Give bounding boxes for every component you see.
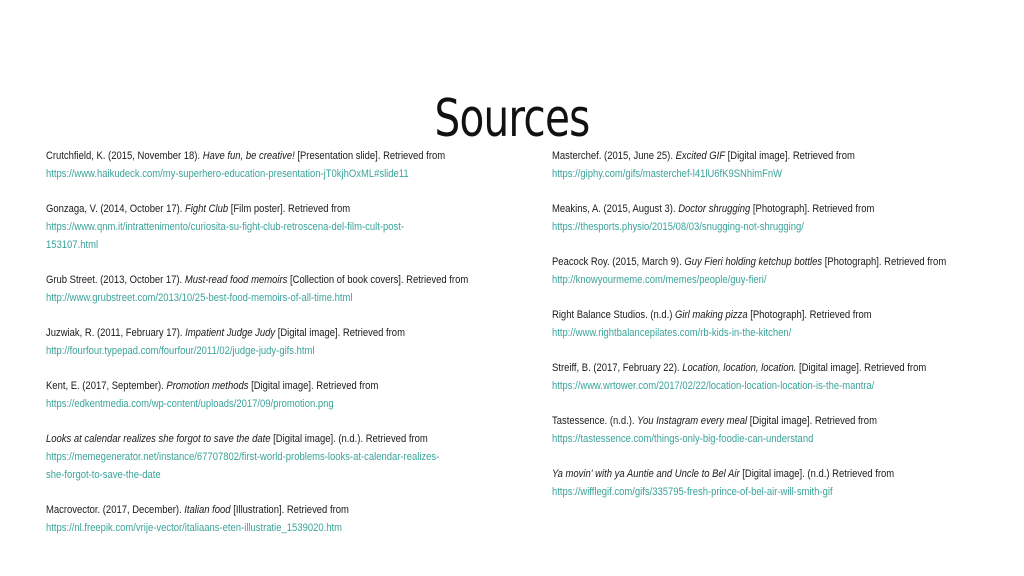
citation-text: Meakins, A. (2015, August 3). xyxy=(552,203,679,215)
citation-text: Grub Street. (2013, October 17). xyxy=(46,274,185,286)
reference-line xyxy=(46,501,416,519)
reference-entry xyxy=(46,377,476,413)
reference-line xyxy=(46,200,416,218)
reference-line xyxy=(552,306,930,324)
reference-entry xyxy=(46,501,476,537)
work-title: Location, location, location. xyxy=(682,362,797,374)
reference-link[interactable]: https://edkentmedia.com/wp-content/uploads/2017/09/promotion.png xyxy=(46,398,334,410)
reference-line xyxy=(552,253,947,271)
reference-entry xyxy=(552,147,992,183)
reference-line xyxy=(552,147,930,165)
reference-line xyxy=(46,448,440,466)
reference-link[interactable]: https://thesports.physio/2015/08/03/snugging-not-shrugging/ xyxy=(552,221,804,233)
work-title: Impatient Judge Judy xyxy=(185,327,276,339)
work-title: Guy Fieri holding ketchup bottles xyxy=(684,256,823,268)
work-title: Italian food xyxy=(184,504,231,516)
work-title: Promotion methods xyxy=(166,380,249,392)
citation-text: Tastessence. (n.d.). xyxy=(552,415,638,427)
reference-line xyxy=(46,271,469,289)
citation-text: Peacock Roy. (2015, March 9). xyxy=(552,256,685,268)
reference-line xyxy=(552,377,930,395)
reference-line xyxy=(552,165,930,183)
reference-entry xyxy=(46,200,476,254)
reference-link[interactable]: http://knowyourmeme.com/memes/people/guy-fieri/ xyxy=(552,274,767,286)
reference-link[interactable]: https://giphy.com/gifs/masterchef-l41lU6fK9SNhimFnW xyxy=(552,168,783,180)
reference-link[interactable]: 153107.html xyxy=(46,239,99,251)
reference-entry xyxy=(552,200,992,236)
reference-link[interactable]: http://www.grubstreet.com/2013/10/25-best-food-memoirs-of-all-time.html xyxy=(46,292,353,304)
reference-link[interactable]: https://memegenerator.net/instance/67707802/first-world-problems-looks-at-calendar-realizes- xyxy=(46,451,440,463)
citation-text: [Digital image]. Retrieved from xyxy=(796,362,927,374)
reference-entry xyxy=(46,324,476,360)
reference-line xyxy=(552,271,930,289)
citation-text: Crutchfield, K. (2015, November 18). xyxy=(46,150,203,162)
citation-text: Streiff, B. (2017, February 22). xyxy=(552,362,683,374)
reference-line xyxy=(552,218,930,236)
reference-line xyxy=(46,165,416,183)
citation-text: [Digital image]. (n.d.). Retrieved from xyxy=(270,433,428,445)
reference-line xyxy=(552,324,930,342)
sources-column-left xyxy=(46,147,476,554)
reference-line xyxy=(46,466,416,484)
reference-line xyxy=(552,412,930,430)
reference-line xyxy=(46,289,416,307)
reference-link[interactable]: https://wifflegif.com/gifs/335795-fresh-prince-of-bel-air-will-smith-gif xyxy=(552,486,833,498)
citation-text: Masterchef. (2015, June 25). xyxy=(552,150,676,162)
citation-text: Kent, E. (2017, September). xyxy=(46,380,167,392)
reference-line xyxy=(552,430,930,448)
reference-line xyxy=(46,395,416,413)
reference-line xyxy=(46,377,416,395)
reference-link[interactable]: she-forgot-to-save-the-date xyxy=(46,469,161,481)
citation-text: [Presentation slide]. Retrieved from xyxy=(294,150,446,162)
work-title: Ya movin' with ya Auntie and Uncle to Bel Air xyxy=(552,468,740,480)
reference-link[interactable]: https://nl.freepik.com/vrije-vector/italiaans-eten-illustratie_1539020.htm xyxy=(46,522,343,534)
reference-entry xyxy=(552,465,992,501)
citation-text: [Digital image]. Retrieved from xyxy=(248,380,379,392)
reference-line xyxy=(46,324,416,342)
reference-entry xyxy=(46,147,476,183)
reference-entry xyxy=(552,253,992,289)
citation-text: [Digital image]. Retrieved from xyxy=(275,327,405,339)
reference-line xyxy=(46,147,446,165)
reference-line xyxy=(46,218,416,236)
reference-entry xyxy=(552,306,992,342)
reference-entry xyxy=(46,271,476,307)
citation-text: [Photograph]. Retrieved from xyxy=(750,203,875,215)
reference-line xyxy=(552,465,930,483)
work-title: Have fun, be creative! xyxy=(202,150,295,162)
citation-text: [Digital image]. (n.d.) Retrieved from xyxy=(739,468,895,480)
citation-text: [Film poster]. Retrieved from xyxy=(228,203,351,215)
reference-entry xyxy=(552,412,992,448)
reference-link[interactable]: http://www.rightbalancepilates.com/rb-kids-in-the-kitchen/ xyxy=(552,327,792,339)
reference-line xyxy=(46,519,416,537)
citation-text: [Digital image]. Retrieved from xyxy=(724,150,855,162)
work-title: Must-read food memoirs xyxy=(184,274,288,286)
citation-text: [Photograph]. Retrieved from xyxy=(747,309,872,321)
reference-line xyxy=(46,430,428,448)
citation-text: Juzwiak, R. (2011, February 17). xyxy=(46,327,186,339)
citation-text: Right Balance Studios. (n.d.) xyxy=(552,309,676,321)
reference-link[interactable]: https://www.wrtower.com/2017/02/22/location-location-location-is-the-mantra/ xyxy=(552,380,875,392)
work-title: Looks at calendar realizes she forgot to save the date xyxy=(46,433,271,445)
reference-line xyxy=(552,359,930,377)
citation-text: Gonzaga, V. (2014, October 17). xyxy=(46,203,186,215)
page-title: Sources xyxy=(434,88,590,149)
reference-link[interactable]: http://fourfour.typepad.com/fourfour/2011/02/judge-judy-gifs.html xyxy=(46,345,315,357)
citation-text: Macrovector. (2017, December). xyxy=(46,504,185,516)
citation-text: [Digital image]. Retrieved from xyxy=(747,415,877,427)
work-title: Doctor shrugging xyxy=(678,203,751,215)
reference-line xyxy=(46,342,416,360)
work-title: You Instagram every meal xyxy=(637,415,748,427)
reference-entry xyxy=(46,430,476,484)
work-title: Excited GIF xyxy=(675,150,725,162)
work-title: Fight Club xyxy=(185,203,229,215)
reference-entry xyxy=(552,359,992,395)
citation-text: [Photograph]. Retrieved from xyxy=(822,256,947,268)
reference-line xyxy=(552,200,930,218)
sources-column-right xyxy=(552,147,992,518)
reference-link[interactable]: https://www.haikudeck.com/my-superhero-education-presentation-jT0kjhOxML#slide11 xyxy=(46,168,409,180)
citation-text: [Illustration]. Retrieved from xyxy=(230,504,349,516)
work-title: Girl making pizza xyxy=(675,309,748,321)
citation-text: [Collection of book covers]. Retrieved from xyxy=(287,274,469,286)
reference-line xyxy=(552,483,930,501)
reference-line xyxy=(46,236,416,254)
reference-link[interactable]: https://www.qnm.it/intrattenimento/curiosita-su-fight-club-retroscena-del-film-cult-post- xyxy=(46,221,405,233)
reference-link[interactable]: https://tastessence.com/things-only-big-foodie-can-understand xyxy=(552,433,814,445)
